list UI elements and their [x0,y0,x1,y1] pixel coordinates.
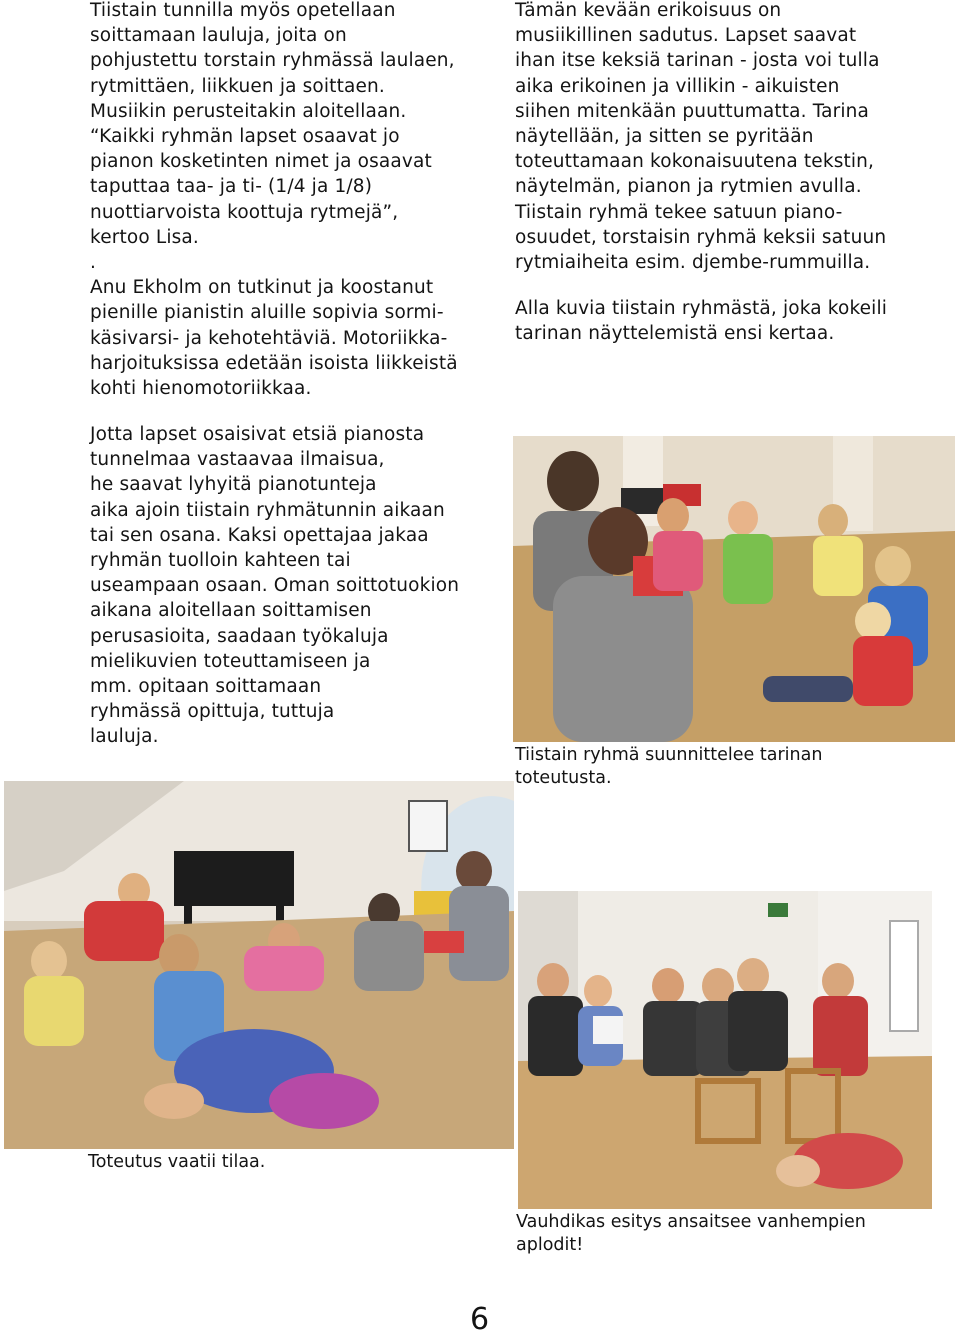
page-number: 6 [470,1302,490,1337]
piano-lessons-paragraph: Jotta lapset osaisivat etsiä pianosta tunnelmaa vastaavaa ilmaisua, he saavat lyhyitä pianotunteja aika ajoin tiistain ryhmätunnin aikaan tai sen osana. Kaksi opettajaa jakaa ryhmän tuolloin kahteen tai useampaan osaan. Oman soittotuokion aikana aloitellaan soittamisen perusasioita, saadaan työkaluja mielikuvien toteuttamiseen ja mm. opitaan soittamaan ryhmässä opittuja, tuttuja lauluja. [90,424,460,748]
photos-intro-paragraph: Alla kuvia tiistain ryhmästä, joka kokeili tarinan näyttelemistä ensi kertaa. [515,298,888,345]
space-photo [4,781,514,1149]
space-photo-caption: Toteutus vaatii tilaa. [88,1152,266,1172]
performance-photo [518,891,932,1209]
fairy-tale-paragraph: Tämän kevään erikoisuus on musiikillinen sadutus. Lapset saavat ihan itse keksiä tarinan - josta voi tulla aika erikoinen ja villikin - aikuisten siihen mitenkään puuttumatta. Tarina näytellään, ja sitten se pyritään toteuttamaan kokonaisuutena tekstin, näytelmän, pianon ja rytmien avulla. Tiistain ryhmä tekee satuun piano- osuudet, torstaisin ryhmä keksii satuun rytmiaiheita esim. djembe-rummuilla. [515,0,887,274]
planning-photo [513,436,955,742]
performance-photo-caption: Vauhdikas esitys ansaitsee vanhempien aplodit! [516,1212,866,1255]
planning-photo-caption: Tiistain ryhmä suunnittelee tarinan toteutusta. [515,745,823,788]
intro-paragraph: Tiistain tunnilla myös opetellaan soittamaan lauluja, joita on pohjustettu torstain ryhmässä laulaen, rytmittäen, liikkuen ja soittaen. Musiikin perusteitakin aloitellaan. “Kaikki ryhmän lapset osaavat jo pianon kosketinten nimet ja osaavat taputtaa taa- ja ti- (1/4 ja 1/8) nuottiarvoista koottuja rytmejä”, kertoo Lisa. . Anu Ekholm on tutkinut ja koostanut pienille pianistin aluille sopivia sormi- käsivarsi- ja kehotehtäviä. Motoriikka- harjoituksissa edetään isoista liikkeistä kohti hienomotoriikkaa. [90,0,458,400]
